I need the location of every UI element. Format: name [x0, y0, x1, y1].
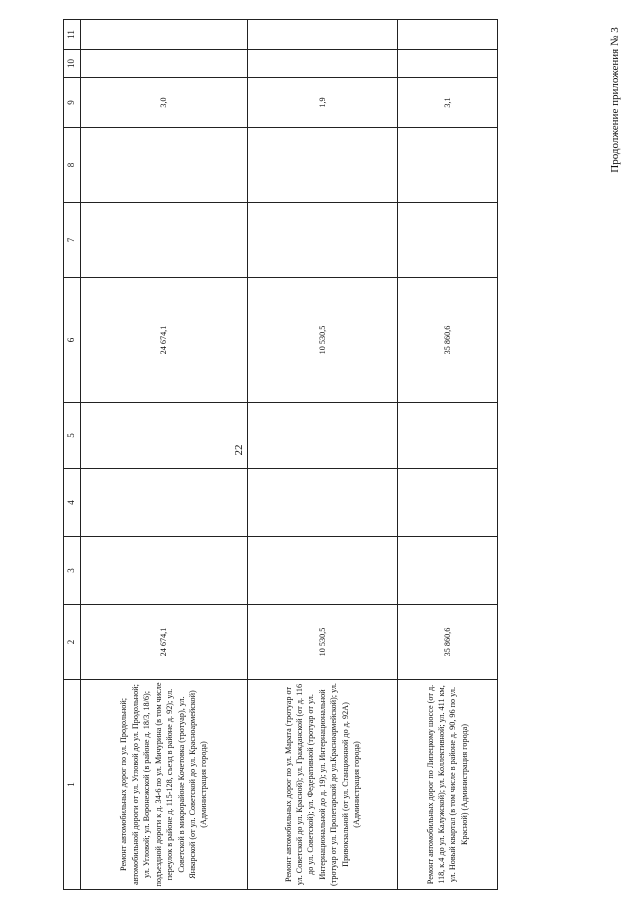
row-1-col-7 — [81, 203, 248, 278]
continuation-note — [600, 20, 630, 180]
header-cell-3: 3 — [64, 537, 81, 605]
table-row — [397, 20, 497, 890]
row-1-col-10 — [81, 50, 248, 78]
row-2-col-9: 1,9 — [248, 78, 397, 128]
row-1-col-5 — [81, 403, 248, 469]
row-3-description: Ремонт автомобильных дорог по Липецкому шоссе (от д. 118, к.4 до ул. Калужской); ул. Коллективной; ул. 411 км, ул. Новый квартал (в том числе в районе д. 90, 96 по ул. Красной) (Администрация города) — [397, 680, 497, 890]
header-cell-5: 5 — [64, 403, 81, 469]
row-2-col-10 — [248, 50, 397, 78]
row-3-col-2: 35 860,6 — [397, 605, 497, 680]
header-cell-4: 4 — [64, 469, 81, 537]
row-2-col-5 — [248, 403, 397, 469]
header-cell-7: 7 — [64, 203, 81, 278]
row-1-col-2: 24 674,1 — [81, 605, 248, 680]
table-row — [81, 20, 248, 890]
header-cell-11: 11 — [64, 20, 81, 50]
header-cell-6: 6 — [64, 278, 81, 403]
row-3-col-3 — [397, 537, 497, 605]
row-3-col-8 — [397, 128, 497, 203]
row-2-col-11 — [248, 20, 397, 50]
row-1-description: Ремонт автомобильных дорог по ул. Продольной; автомобильной дороги от ул. Угловой до ул. Продольной; ул. Угловой; ул. Воронежской (в районе д. 18/3, 18/6); подъездной дороги к д. 34-6 по ул. Мичурина (в том числе переулок в районе д. 115-128, съезд в районе д. 92); ул. Советской в микрорайоне Кочетовка (тротуар), ул. Январской (от ул. Советской до ул. Красноармейской) (Администрация города) — [81, 680, 248, 890]
row-2-col-4 — [248, 469, 397, 537]
rotated-table-frame — [63, 20, 498, 890]
row-2-col-8 — [248, 128, 397, 203]
budget-table — [63, 19, 498, 890]
row-3-col-7 — [397, 203, 497, 278]
row-3-col-6: 35 860,6 — [397, 278, 497, 403]
row-3-col-5 — [397, 403, 497, 469]
header-cell-1: 1 — [64, 680, 81, 890]
header-row — [64, 20, 81, 890]
row-3-col-11 — [397, 20, 497, 50]
row-1-col-3 — [81, 537, 248, 605]
row-1-col-8 — [81, 128, 248, 203]
header-cell-8: 8 — [64, 128, 81, 203]
row-1-col-9: 3,0 — [81, 78, 248, 128]
row-1-col-4 — [81, 469, 248, 537]
row-3-col-9: 3,1 — [397, 78, 497, 128]
page-number-text: 22 — [233, 444, 245, 456]
table-row — [248, 20, 397, 890]
row-2-col-6: 10 530,5 — [248, 278, 397, 403]
row-2-col-2: 10 530,5 — [248, 605, 397, 680]
header-cell-9: 9 — [64, 78, 81, 128]
row-3-col-10 — [397, 50, 497, 78]
row-1-col-6: 24 674,1 — [81, 278, 248, 403]
row-3-col-4 — [397, 469, 497, 537]
row-2-col-3 — [248, 537, 397, 605]
row-1-col-11 — [81, 20, 248, 50]
header-cell-2: 2 — [64, 605, 81, 680]
row-2-description: Ремонт автомобильных дорог по ул. Марата (тротуар от ул. Советской до ул. Красной); ул. Гражданской (от д. 116 до ул. Советской); ул. Федеративной (тротуар от ул. Интернациональной до д. 19); ул. Интернациональной (тротуар от ул. Пролетарской до ул.Красноармейской); ул. Привокзальной (от ул. Станционной до д. 92А) (Администрация города) — [248, 680, 397, 890]
continuation-note-text: Продолжение приложения № 3 — [609, 27, 621, 173]
header-cell-10: 10 — [64, 50, 81, 78]
row-2-col-7 — [248, 203, 397, 278]
